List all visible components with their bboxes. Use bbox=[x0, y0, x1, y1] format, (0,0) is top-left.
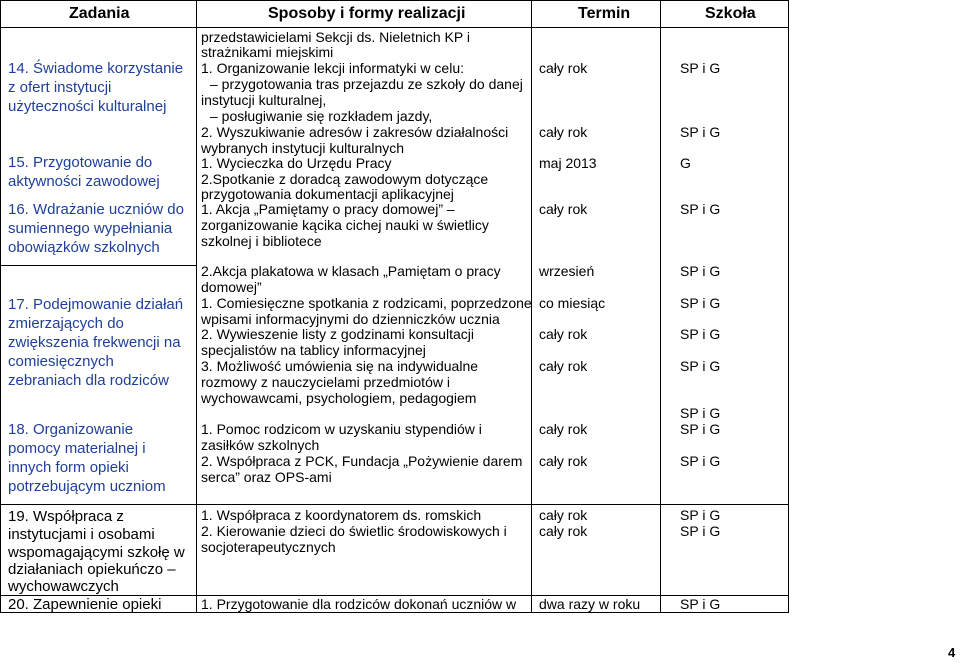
term-cell: cały rok bbox=[539, 453, 588, 469]
task-title: comiesięcznych bbox=[8, 353, 114, 370]
method-line: – przygotowania tras przejazdu ze szkoły do danej bbox=[210, 76, 523, 92]
task-title: zmierzających do bbox=[8, 315, 124, 332]
task-title: aktywności zawodowej bbox=[8, 173, 160, 190]
task-title: sumiennego wypełniania bbox=[8, 220, 173, 237]
task-title: wychowawczych bbox=[8, 578, 119, 595]
term-cell: cały rok bbox=[539, 358, 588, 374]
term-cell: cały rok bbox=[539, 326, 588, 342]
method-line: wpisami informacyjnymi do dzienniczków ucznia bbox=[201, 311, 500, 327]
header-szkola: Szkoła bbox=[705, 5, 756, 22]
task-title: 20. Zapewnienie opieki bbox=[8, 596, 162, 613]
term-cell: wrzesień bbox=[539, 263, 595, 279]
method-line: – posługiwanie się rozkładem jazdy, bbox=[210, 108, 433, 124]
task-title: 14. Świadome korzystanie bbox=[8, 60, 184, 77]
method-line: instytucji kulturalnej, bbox=[201, 92, 327, 108]
method-line: zasiłków szkolnych bbox=[201, 437, 320, 453]
term-cell: maj 2013 bbox=[539, 155, 597, 171]
method-line: domowej” bbox=[201, 279, 262, 295]
task-title: użyteczności kulturalnej bbox=[8, 98, 167, 115]
school-cell: SP i G bbox=[680, 507, 721, 523]
term-cell: cały rok bbox=[539, 60, 588, 76]
method-line: szkolnej i bibliotece bbox=[201, 233, 322, 249]
header-divider bbox=[0, 27, 789, 28]
header-zadania: Zadania bbox=[69, 5, 130, 22]
method-line: 2. Kierowanie dzieci do świetlic środowiskowych i bbox=[201, 523, 507, 539]
method-line: 1. Organizowanie lekcji informatyki w celu: bbox=[201, 60, 464, 76]
task-title: 19. Współpraca z bbox=[8, 508, 124, 525]
task-title: zebraniach dla rodziców bbox=[8, 372, 169, 389]
method-line: serca” oraz OPS-ami bbox=[201, 469, 332, 485]
intro-line: strażnikami miejskimi bbox=[201, 44, 334, 60]
method-line: 3. Możliwość umówienia się na indywidualne bbox=[201, 358, 479, 374]
task-title: działaniach opiekuńczo – bbox=[8, 561, 176, 578]
method-line: specjalistów na tablicy informacyjnej bbox=[201, 342, 426, 358]
method-line: 1. Przygotowanie dla rodziców dokonań uczniów w bbox=[201, 596, 517, 612]
school-cell: SP i G bbox=[680, 263, 721, 279]
method-line: 1. Akcja „Pamiętamy o pracy domowej” – bbox=[201, 201, 455, 217]
method-line: 1. Pomoc rodzicom w uzyskaniu stypendiów i bbox=[201, 421, 482, 437]
task-title: wspomagającymi szkołę w bbox=[8, 544, 185, 561]
page-number: 4 bbox=[948, 645, 956, 660]
term-cell: cały rok bbox=[539, 507, 588, 523]
school-cell: SP i G bbox=[680, 326, 721, 342]
task-title: 16. Wdrażanie uczniów do bbox=[8, 201, 184, 218]
method-line: 2.Akcja plakatowa w klasach „Pamiętam o pracy bbox=[201, 263, 501, 279]
intro-line: przedstawicielami Sekcji ds. Nieletnich KP i bbox=[201, 29, 470, 45]
school-cell: SP i G bbox=[680, 295, 721, 311]
task-title: innych form opieki bbox=[8, 459, 129, 476]
school-cell: SP i G bbox=[680, 60, 721, 76]
header-sposoby: Sposoby i formy realizacji bbox=[268, 5, 466, 22]
task-title: 18. Organizowanie bbox=[8, 421, 134, 438]
school-cell: SP i G bbox=[680, 405, 721, 421]
task-title: z ofert instytucji bbox=[8, 79, 112, 96]
task-title: potrzebującym uczniom bbox=[8, 478, 166, 495]
col-line-left bbox=[0, 0, 1, 613]
table-border-top bbox=[0, 0, 789, 1]
term-cell: dwa razy w roku bbox=[539, 596, 641, 612]
school-cell: SP i G bbox=[680, 596, 721, 612]
term-cell: cały rok bbox=[539, 201, 588, 217]
method-line: zorganizowanie kącika cichej nauki w świetlicy bbox=[201, 217, 489, 233]
school-cell: SP i G bbox=[680, 523, 721, 539]
task-title: 17. Podejmowanie działań bbox=[8, 296, 184, 313]
method-line: 2.Spotkanie z doradcą zawodowym dotyczące bbox=[201, 171, 489, 187]
header-termin: Termin bbox=[578, 5, 631, 22]
method-line: przygotowania dokumentacji aplikacyjnej bbox=[201, 186, 454, 202]
row-divider-16-17 bbox=[0, 265, 196, 266]
task-title: obowiązków szkolnych bbox=[8, 239, 160, 256]
col-line-right bbox=[788, 0, 789, 613]
school-cell: SP i G bbox=[680, 453, 721, 469]
term-cell: cały rok bbox=[539, 124, 588, 140]
method-line: 2. Wyszukiwanie adresów i zakresów działalności bbox=[201, 124, 509, 140]
col-line-3 bbox=[660, 0, 661, 613]
term-cell: cały rok bbox=[539, 421, 588, 437]
task-title: zwiększenia frekwencji na bbox=[8, 334, 181, 351]
task-title: instytucjami i osobami bbox=[8, 526, 155, 543]
col-line-1 bbox=[196, 0, 197, 613]
method-line: wybranych instytucji kulturalnych bbox=[201, 140, 405, 156]
school-cell: G bbox=[680, 155, 691, 171]
school-cell: SP i G bbox=[680, 124, 721, 140]
method-line: rozmowy z nauczycielami przedmiotów i bbox=[201, 374, 450, 390]
row-divider-18-19 bbox=[0, 504, 789, 505]
method-line: wychowawcami, psychologiem, pedagogiem bbox=[201, 390, 477, 406]
term-cell: cały rok bbox=[539, 523, 588, 539]
method-line: 2. Wywieszenie listy z godzinami konsultacji bbox=[201, 326, 474, 342]
school-cell: SP i G bbox=[680, 201, 721, 217]
method-line: 1. Wycieczka do Urzędu Pracy bbox=[201, 155, 392, 171]
method-line: 1. Współpraca z koordynatorem ds. romskich bbox=[201, 507, 482, 523]
term-cell: co miesiąc bbox=[539, 295, 606, 311]
school-cell: SP i G bbox=[680, 421, 721, 437]
method-line: 2. Współpraca z PCK, Fundacja „Pożywienie darem bbox=[201, 453, 523, 469]
task-title: 15. Przygotowanie do bbox=[8, 154, 153, 171]
task-title: pomocy materialnej i bbox=[8, 440, 146, 457]
school-cell: SP i G bbox=[680, 358, 721, 374]
method-line: 1. Comiesięczne spotkania z rodzicami, poprzedzone bbox=[201, 295, 532, 311]
method-line: socjoterapeutycznych bbox=[201, 539, 336, 555]
